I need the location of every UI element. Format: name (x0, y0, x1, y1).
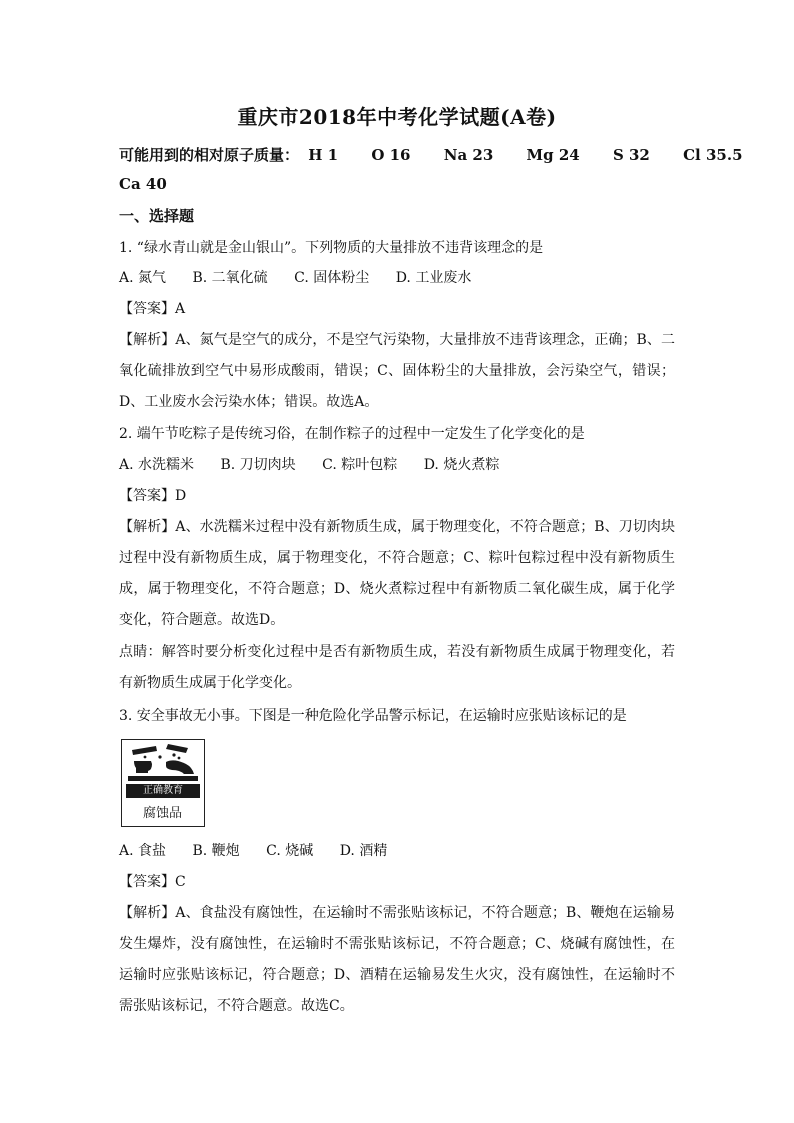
atomic-mass-mg: Mg 24 (526, 146, 580, 164)
page-title: 重庆市2018年中考化学试题(A卷) (237, 105, 557, 129)
q1-answer: 【答案】A (119, 301, 186, 317)
atomic-mass-line (119, 144, 743, 165)
q2-tip: 点睛：解答时要分析变化过程中是否有新物质生成，若没有新物质生成属于物理变化，若有新物质生成属于化学变化。 (119, 644, 675, 691)
corrosive-label-image (121, 739, 205, 827)
q1-option-a: A. 氮气 (119, 270, 167, 286)
q3-option-b: B. 鞭炮 (192, 843, 240, 859)
atomic-mass-cl: Cl 35.5 (683, 146, 743, 164)
q2-option-d: D. 烧火煮粽 (423, 457, 500, 473)
q1-option-c: C. 固体粉尘 (294, 270, 370, 286)
q2-analysis: 【解析】A、水洗糯米过程中没有新物质生成，属于物理变化，不符合题意；B、刀切肉块过程中没有新物质生成，属于物理变化，不符合题意；C、粽叶包粽过程中没有新物质生成，属于物理变化，不符合题意；D、烧火煮粽过程中有新物质二氧化碳生成，属于化学变化，符合题意。故选D。 (119, 519, 675, 628)
q1-option-d: D. 工业废水 (395, 270, 472, 286)
atomic-mass-s: S 32 (612, 146, 650, 164)
q2-option-c: C. 粽叶包粽 (322, 457, 398, 473)
q1-options (119, 268, 493, 288)
label-caption: 腐蚀品 (142, 806, 182, 821)
q3-stem: 3. 安全事故无小事。下图是一种危险化学品警示标记，在运输时应张贴该标记的是 (119, 708, 627, 724)
q2-stem: 2. 端午节吃粽子是传统习俗，在制作粽子的过程中一定发生了化学变化的是 (119, 426, 585, 442)
atomic-mass-ca: Ca 40 (119, 175, 167, 193)
q3-answer: 【答案】C (119, 874, 186, 890)
q2-options (119, 455, 521, 475)
atomic-mass-na: Na 23 (443, 146, 494, 164)
q2-option-b: B. 刀切肉块 (220, 457, 296, 473)
q2-option-a: A. 水洗糯米 (119, 457, 195, 473)
q1-stem: 1. “绿水青山就是金山银山”。下列物质的大量排放不违背该理念的是 (119, 240, 544, 256)
section-heading: 一、选择题 (119, 207, 195, 225)
q3-options (119, 841, 409, 861)
atomic-mass-h: H 1 (308, 146, 339, 164)
atomic-mass-o: O 16 (371, 146, 411, 164)
atomic-mass-label: 可能用到的相对原子质量： (119, 146, 300, 164)
q1-option-b: B. 二氧化硫 (192, 270, 268, 286)
label-band-text: 正确教育 (126, 784, 200, 798)
q3-option-a: A. 食盐 (119, 843, 167, 859)
q3-analysis: 【解析】A、食盐没有腐蚀性，在运输时不需张贴该标记，不符合题意；B、鞭炮在运输易发生爆炸，没有腐蚀性，在运输时不需张贴该标记，不符合题意；C、烧碱有腐蚀性，在运输时应张贴该标记，符合题意；D、酒精在运输易发生火灾，没有腐蚀性，在运输时不需张贴该标记，不符合题意。故选C。 (119, 905, 675, 1014)
q3-option-c: C. 烧碱 (266, 843, 314, 859)
q3-option-d: D. 酒精 (339, 843, 388, 859)
q1-analysis: 【解析】A、氮气是空气的成分，不是空气污染物，大量排放不违背该理念，正确；B、二氧化硫排放到空气中易形成酸雨，错误；C、固体粉尘的大量排放，会污染空气，错误；D、工业废水会污染水体；错误。故选A。 (119, 332, 675, 410)
q2-answer: 【答案】D (119, 488, 187, 504)
corrosive-hazard-icon (122, 740, 203, 784)
